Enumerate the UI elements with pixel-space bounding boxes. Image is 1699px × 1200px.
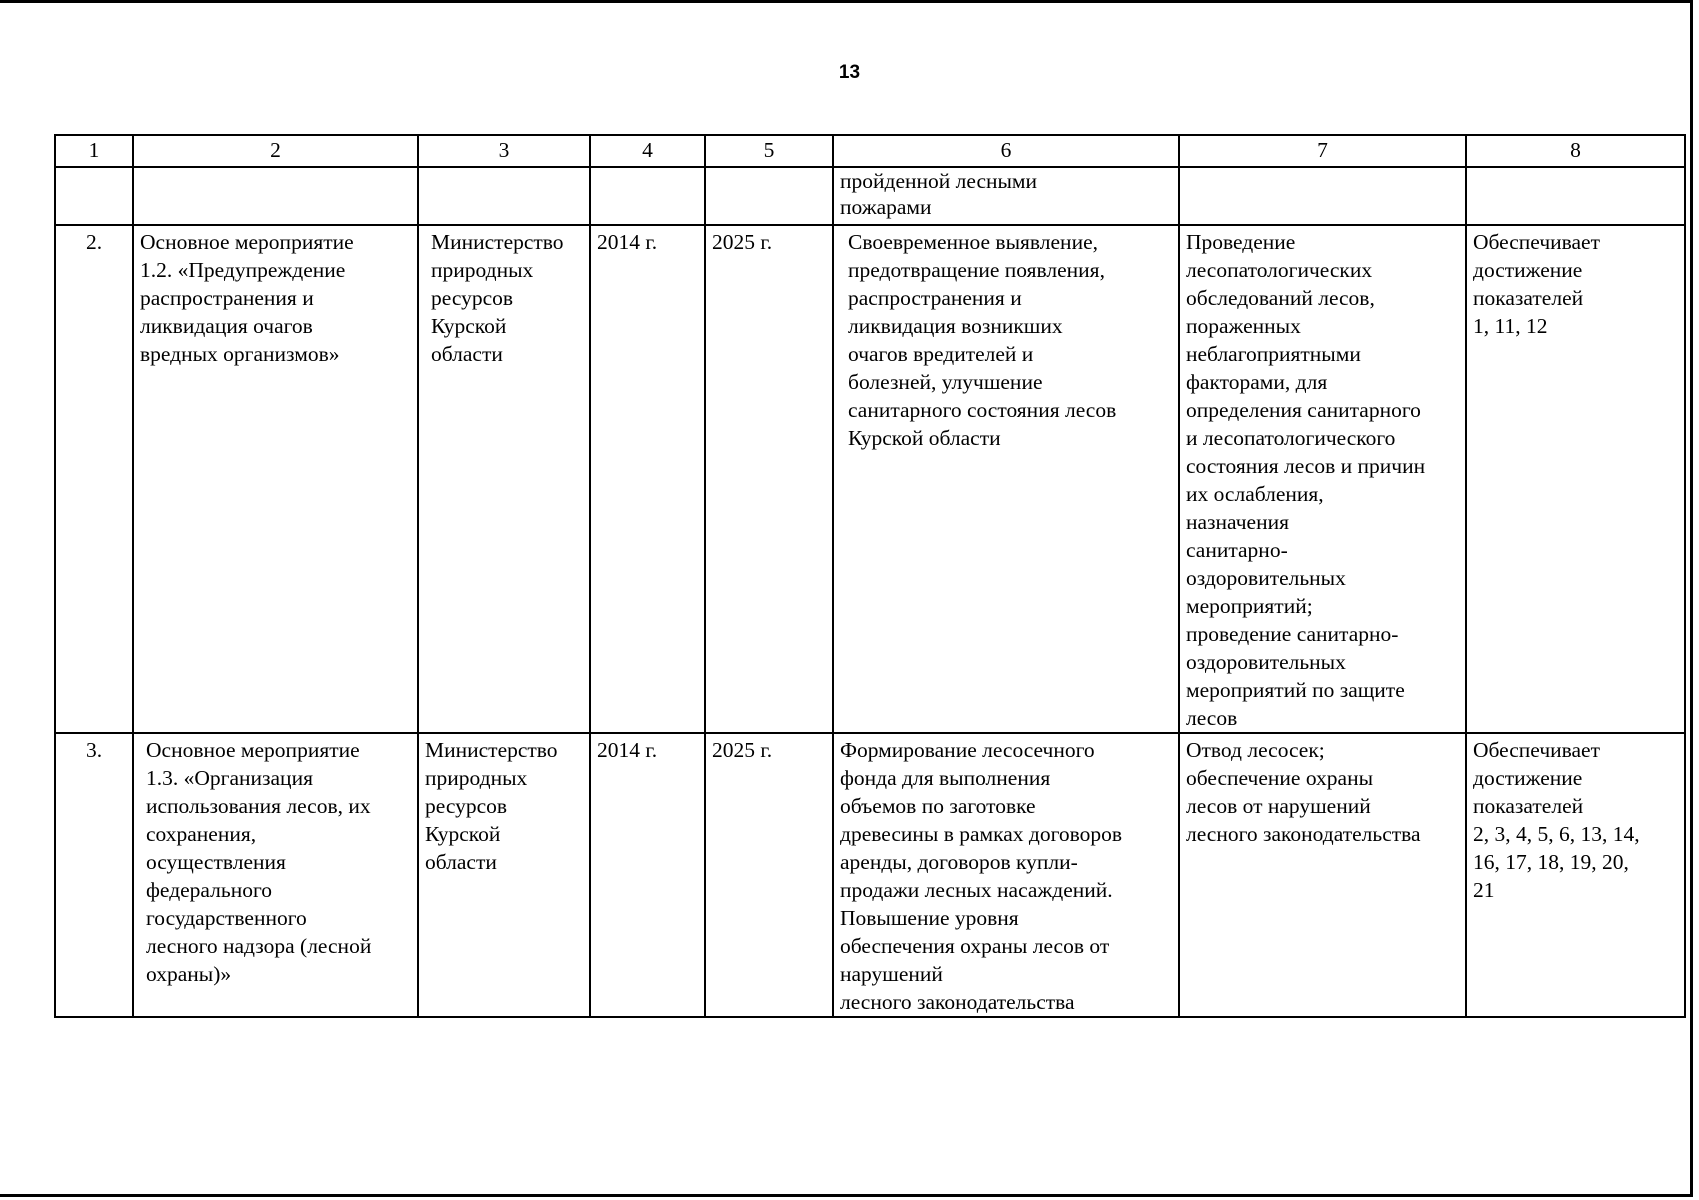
table-row — [55, 225, 1685, 733]
header-cell-2: 2 — [133, 135, 418, 167]
expected-result: Формирование лесосечного фонда для выполнения объемов по заготовке древесины в рамках договоров аренды, договоров купли- продажи лесных насаждений. Повышение уровня обеспечения охраны лесов от нарушений лесного законодательства — [833, 733, 1179, 1017]
table-row — [55, 733, 1685, 1017]
measures-table — [54, 134, 1686, 1018]
executor: Министерство природных ресурсов Курской области — [418, 733, 590, 1017]
row-number: 3. — [55, 733, 133, 1017]
continuation-cell-2 — [133, 167, 418, 225]
page-number: 13 — [838, 62, 861, 83]
header-cell-5: 5 — [705, 135, 833, 167]
continuation-cell-8 — [1466, 167, 1685, 225]
main-actions: Отвод лесосек; обеспечение охраны лесов от нарушений лесного законодательства — [1179, 733, 1466, 1017]
continuation-result-text: пройденной лесными пожарами — [833, 167, 1179, 225]
measure-name: Основное мероприятие 1.2. «Предупреждение распространения и ликвидация очагов вредных организмов» — [133, 225, 418, 733]
header-cell-1: 1 — [55, 135, 133, 167]
continuation-cell-4 — [590, 167, 705, 225]
header-cell-6: 6 — [833, 135, 1179, 167]
continuation-cell-3 — [418, 167, 590, 225]
measure-name: Основное мероприятие 1.3. «Организация использования лесов, их сохранения, осуществления федерального государственного лесного надзора (лесной охраны)» — [133, 733, 418, 1017]
indicators-link: Обеспечивает достижение показателей 1, 11, 12 — [1466, 225, 1685, 733]
executor: Министерство природных ресурсов Курской области — [418, 225, 590, 733]
continuation-row — [55, 167, 1685, 225]
main-actions: Проведение лесопатологических обследований лесов, пораженных неблагоприятными факторами, для определения санитарного и лесопатологического состояния лесов и причин их ослабления, назначения санитарно- оздоровительных мероприятий; проведение санитарно- оздоровительных мероприятий по защите лесов — [1179, 225, 1466, 733]
header-cell-4: 4 — [590, 135, 705, 167]
expected-result: Своевременное выявление, предотвращение появления, распространения и ликвидация возникших очагов вредителей и болезней, улучшение санитарного состояния лесов Курской области — [833, 225, 1179, 733]
table-header-row — [55, 135, 1685, 167]
continuation-cell-7 — [1179, 167, 1466, 225]
end-year: 2025 г. — [705, 733, 833, 1017]
header-cell-8: 8 — [1466, 135, 1685, 167]
row-number: 2. — [55, 225, 133, 733]
start-year: 2014 г. — [590, 225, 705, 733]
start-year: 2014 г. — [590, 733, 705, 1017]
continuation-cell-1 — [55, 167, 133, 225]
continuation-cell-5 — [705, 167, 833, 225]
end-year: 2025 г. — [705, 225, 833, 733]
header-cell-3: 3 — [418, 135, 590, 167]
header-cell-7: 7 — [1179, 135, 1466, 167]
indicators-link: Обеспечивает достижение показателей 2, 3, 4, 5, 6, 13, 14, 16, 17, 18, 19, 20, 21 — [1466, 733, 1685, 1017]
